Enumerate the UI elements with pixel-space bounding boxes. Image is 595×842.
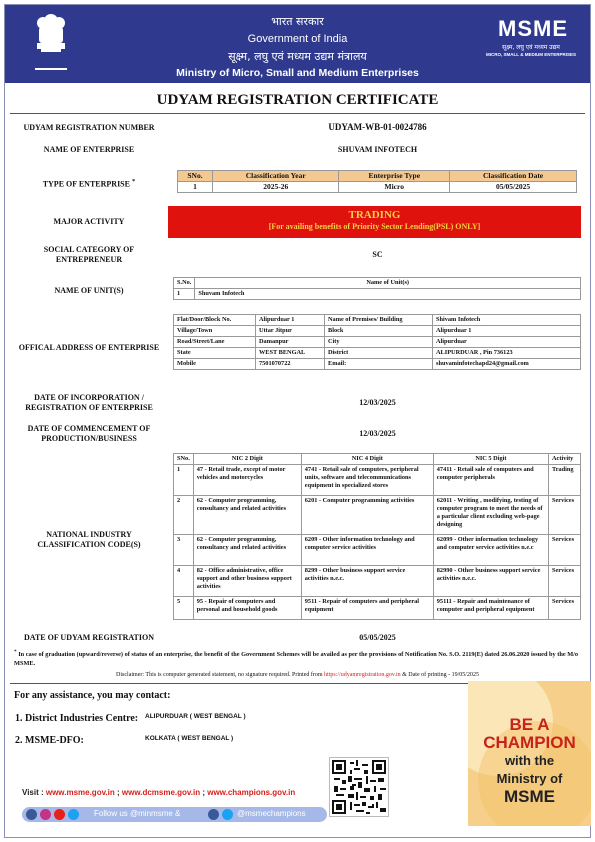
msme-logo: [488, 17, 578, 39]
addr-district-label: District: [325, 348, 433, 359]
certificate-title: UDYAM REGISTRATION CERTIFICATE: [156, 92, 439, 108]
msme-logo-hindi: सूक्ष्म, लघु एवं मध्यम उद्यम: [502, 44, 560, 51]
champion-line3: with the: [504, 753, 555, 768]
addr-block-label: Block: [325, 326, 433, 337]
enterprise-type-label: TYPE OF ENTERPRISE *: [42, 178, 136, 189]
etype-header-date: Classification Date: [450, 171, 577, 182]
major-activity-value: TRADING: [348, 209, 401, 221]
incorporation-date-value: 12/03/2025: [359, 398, 396, 407]
commencement-date-value: 12/03/2025: [359, 429, 396, 438]
ministry-english-text: Ministry of Micro, Small and Medium Enterprises: [176, 67, 419, 79]
addr-email-value: shuvaminfotechapd24@gmail.com: [433, 359, 581, 370]
addr-city-label: City: [325, 337, 433, 348]
addr-flat-value: Alipurduar 1: [256, 315, 325, 326]
table-row: 4 82 - Office administrative, office support and other business support activities 8299 - Other business support service activities n.e.c. 82990 - Other business support service activities n.e.c. Services: [174, 566, 581, 597]
units-cell-sno: 1: [174, 289, 195, 300]
reg-number-value: UDYAM-WB-01-0024786: [328, 122, 427, 132]
champions-handle: @msmechampions: [237, 809, 306, 818]
etype-cell-year: 2025-26: [213, 182, 339, 193]
addr-premises-label: Name of Premises/ Building: [325, 315, 433, 326]
champions-link[interactable]: www.champions.gov.in: [207, 788, 296, 797]
table-row: 5 95 - Repair of computers and personal and household goods 9511 - Repair of computers and peripheral equipment 95111 - Repair and maintenance of computer and peripheral equipment Services: [174, 597, 581, 620]
gov-english-text: Government of India: [247, 33, 348, 45]
dfo-value: KOLKATA ( WEST BENGAL ): [145, 735, 234, 742]
units-header-sno: S.No.: [174, 278, 195, 289]
addr-state-value: WEST BENGAL: [256, 348, 325, 359]
table-row: 3 62 - Computer programming, consultancy and related activities 6209 - Other information technology and computer service activities 62099 - Other information technology and computer service activities n.e.c Services: [174, 535, 581, 566]
major-activity-label: MAJOR ACTIVITY: [53, 217, 125, 226]
etype-header-sno: SNo.: [178, 171, 213, 182]
facebook-icon[interactable]: [208, 809, 219, 820]
addr-village-value: Uttar Jitpur: [256, 326, 325, 337]
addr-village-label: Village/Town: [174, 326, 256, 337]
enterprise-name-label: NAME OF ENTERPRISE: [43, 145, 135, 154]
address-table: [173, 314, 581, 370]
msme-link[interactable]: www.msme.gov.in: [45, 788, 115, 797]
disclaimer-link[interactable]: https://udyamregistration.gov.in: [324, 672, 401, 678]
addr-road-value: Damanpur: [256, 337, 325, 348]
nic-header-2digit: NIC 2 Digit: [193, 454, 301, 465]
qr-code-icon: [329, 757, 389, 817]
address-label: OFFICAL ADDRESS OF ENTERPRISE: [18, 343, 160, 352]
type-footnote-star: *: [131, 178, 136, 185]
incorporation-date-label: DATE OF INCORPORATION / REGISTRATION OF ENTERPRISE: [25, 393, 153, 412]
msme-logo-subtitle: MICRO, SMALL & MEDIUM ENTERPRISES: [486, 52, 576, 57]
nic-header-activity: Activity: [549, 454, 581, 465]
addr-city-value: Alipurduar: [433, 337, 581, 348]
commencement-date-label: DATE OF COMMENCEMENT OF PRODUCTION/BUSINESS: [27, 424, 151, 443]
table-row: 2 62 - Computer programming, consultancy and related activities 6201 - Computer programming activities 62011 - Writing , modifying, testing of computer program to meet the needs of a particular client excluding web-page designing Services: [174, 496, 581, 535]
etype-header-year: Classification Year: [213, 171, 339, 182]
instagram-icon[interactable]: [40, 809, 51, 820]
etype-cell-date: 05/05/2025: [450, 182, 577, 193]
nic-label: NATIONAL INDUSTRY CLASSIFICATION CODE(S): [37, 530, 141, 549]
champion-line4: Ministry of: [496, 771, 563, 786]
social-category-label: SOCIAL CATEGORY OF ENTREPRENEUR: [43, 245, 135, 264]
visit-links: Visit : www.msme.gov.in ; www.dcmsme.gov.in ; www.champions.gov.in: [22, 788, 296, 797]
champion-line1: BE A: [509, 715, 550, 734]
dfo-label: 2. MSME-DFO:: [15, 735, 84, 746]
addr-state-label: State: [174, 348, 256, 359]
champion-text: [472, 716, 587, 806]
addr-premises-value: Shivam Infotech: [433, 315, 581, 326]
disclaimer-text: Disclaimer: This is computer generated statement, no signature required. Printed from https://udyamregistration.gov.in & Date of printing - 19/05/2025: [116, 672, 479, 678]
twitter-icon[interactable]: [222, 809, 233, 820]
facebook-icon[interactable]: [26, 809, 37, 820]
addr-block-value: Alipurduar 1: [433, 326, 581, 337]
msme-logo-text: MSME: [498, 17, 568, 39]
champion-line2: CHAMPION: [483, 733, 576, 752]
follow-text: Follow us @minmsme &: [94, 809, 181, 818]
addr-mobile-value: 7501070722: [256, 359, 325, 370]
addr-email-label: Email:: [325, 359, 433, 370]
addr-road-label: Road/Street/Lane: [174, 337, 256, 348]
dic-value: ALIPURDUAR ( WEST BENGAL ): [145, 713, 246, 720]
udyam-reg-date-value: 05/05/2025: [359, 633, 396, 642]
champion-line5: MSME: [504, 787, 555, 806]
units-label: NAME OF UNIT(S): [54, 286, 124, 295]
enterprise-name-value: SHUVAM INFOTECH: [337, 145, 418, 154]
table-row: 1 47 - Retail trade, except of motor vehicles and motorcycles 4741 - Retail sale of computers, peripheral units, software and telecommunications equipment in specialized stores 47411 - Retail sale of computers and computer peripherals Trading: [174, 465, 581, 496]
udyam-reg-date-label: DATE OF UDYAM REGISTRATION: [23, 633, 154, 642]
assist-heading: For any assistance, you may contact:: [14, 690, 171, 701]
major-activity-note: [For availing benefits of Priority Sector Lending(PSL) ONLY]: [268, 222, 481, 231]
gov-hindi-text: भारत सरकार: [271, 15, 324, 28]
etype-header-type: Enterprise Type: [339, 171, 450, 182]
units-header-name: Name of Unit(s): [195, 278, 581, 289]
social-bar: [22, 807, 327, 822]
major-activity-banner: [168, 206, 581, 238]
addr-district-value: ALIPURDUAR , Pin 736123: [433, 348, 581, 359]
header-band: [5, 5, 590, 83]
youtube-icon[interactable]: [54, 809, 65, 820]
title-divider: [10, 113, 585, 114]
units-cell-name: Shuvam Infotech: [195, 289, 581, 300]
twitter-icon[interactable]: [68, 809, 79, 820]
social-category-value: SC: [372, 250, 383, 259]
ministry-hindi-text: सूक्ष्म, लघु एवं मध्यम उद्यम मंत्रालय: [228, 50, 367, 63]
reg-number-label: UDYAM REGISTRATION NUMBER: [23, 123, 155, 132]
nic-header-sno: SNo.: [174, 454, 194, 465]
nic-table: [173, 453, 581, 620]
etype-cell-sno: 1: [178, 182, 213, 193]
etype-cell-type: Micro: [339, 182, 450, 193]
addr-flat-label: Flat/Door/Block No.: [174, 315, 256, 326]
units-table: [173, 277, 581, 300]
nic-header-5digit: NIC 5 Digit: [433, 454, 548, 465]
dcmsme-link[interactable]: www.dcmsme.gov.in: [121, 788, 201, 797]
dic-label: 1. District Industries Centre:: [15, 713, 139, 724]
nic-header-4digit: NIC 4 Digit: [301, 454, 433, 465]
addr-mobile-label: Mobile: [174, 359, 256, 370]
enterprise-type-table: [177, 170, 577, 193]
graduation-note: * In case of graduation (upward/reverse) of status of an enterprise, the benefit of the Government Schemes will be availed as per the provisions of Notification No. S.O. 2119(E) dated 26.06.2020 issued by the M/o MSME.: [14, 649, 579, 668]
